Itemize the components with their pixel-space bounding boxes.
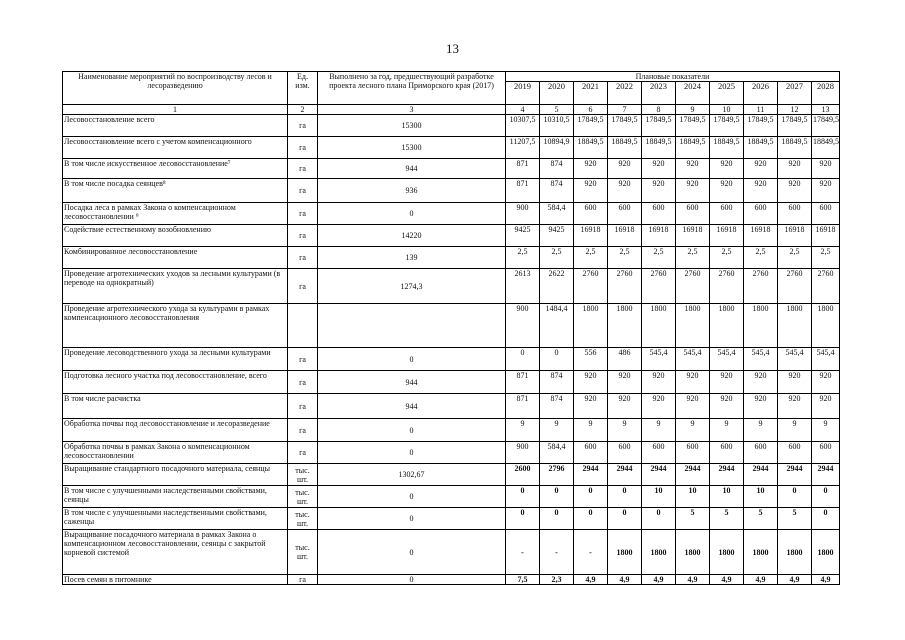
- activity-name: В том числе искусственное лесовосстановление⁷: [63, 159, 288, 179]
- plan-value: 9: [778, 419, 812, 442]
- plan-value: 1800: [778, 304, 812, 348]
- plan-value: 920: [676, 394, 710, 419]
- prev-year-value: 139: [318, 247, 506, 269]
- table-row: [63, 247, 840, 269]
- plan-value: 1800: [710, 530, 744, 575]
- plan-value: 1800: [608, 304, 642, 348]
- plan-value: 1800: [744, 304, 778, 348]
- plan-value: 920: [608, 371, 642, 394]
- plan-value: 871: [506, 371, 540, 394]
- unit-cell: га: [288, 575, 318, 585]
- plan-value: 1800: [812, 304, 840, 348]
- plan-value: 2944: [676, 464, 710, 486]
- plan-value: 4,9: [744, 575, 778, 585]
- plan-value: 2796: [540, 464, 574, 486]
- prev-year-value: 0: [318, 442, 506, 464]
- plan-value: 17849,5: [676, 115, 710, 137]
- plan-value: 16918: [608, 225, 642, 247]
- plan-value: 17849,5: [642, 115, 676, 137]
- activity-name: Подготовка лесного участка под лесовосстановление, всего: [63, 371, 288, 394]
- plan-value: 10307,5: [506, 115, 540, 137]
- plan-value: 1800: [642, 530, 676, 575]
- plan-value: 2760: [812, 269, 840, 304]
- plan-value: 920: [574, 179, 608, 203]
- plan-value: 584,4: [540, 442, 574, 464]
- unit-cell: га: [288, 394, 318, 419]
- unit-cell: га: [288, 269, 318, 304]
- prev-year-value: 944: [318, 394, 506, 419]
- unit-cell: тыс. шт.: [288, 508, 318, 530]
- page-number: 13: [446, 41, 459, 56]
- header-year: 2021: [574, 82, 608, 105]
- prev-year-value: 0: [318, 419, 506, 442]
- plan-value: 0: [812, 508, 840, 530]
- header-year: 2024: [676, 82, 710, 105]
- plan-value: 2,5: [710, 247, 744, 269]
- plan-value: 2760: [710, 269, 744, 304]
- header-year: 2025: [710, 82, 744, 105]
- column-number: 3: [318, 105, 506, 115]
- plan-value: 920: [812, 394, 840, 419]
- table-row: [63, 225, 840, 247]
- prev-year-value: 0: [318, 575, 506, 585]
- plan-value: 18849,5: [778, 137, 812, 159]
- plan-value: 2944: [778, 464, 812, 486]
- header-year: 2027: [778, 82, 812, 105]
- table-row: [63, 269, 840, 304]
- plan-value: 16918: [574, 225, 608, 247]
- plan-value: 920: [642, 159, 676, 179]
- plan-value: 556: [574, 348, 608, 371]
- header-year: 2020: [540, 82, 574, 105]
- plan-value: 600: [642, 203, 676, 225]
- plan-value: 9: [574, 419, 608, 442]
- plan-value: 1800: [676, 304, 710, 348]
- plan-value: 10: [744, 486, 778, 508]
- table-row: [63, 530, 840, 575]
- plan-value: 2,5: [642, 247, 676, 269]
- table-row: [63, 442, 840, 464]
- prev-year-value: 0: [318, 203, 506, 225]
- table-row: [63, 348, 840, 371]
- column-number: 9: [676, 105, 710, 115]
- activity-name: Посев семян в питомнике: [63, 575, 288, 585]
- unit-cell: га: [288, 159, 318, 179]
- plan-value: 920: [608, 159, 642, 179]
- plan-value: 9: [506, 419, 540, 442]
- plan-value: 9: [540, 419, 574, 442]
- column-number: 7: [608, 105, 642, 115]
- activity-name: В том числе посадка сеянцев⁸: [63, 179, 288, 203]
- plan-value: 920: [744, 179, 778, 203]
- plan-value: 17849,5: [608, 115, 642, 137]
- plan-value: 600: [642, 442, 676, 464]
- plan-value: 920: [574, 159, 608, 179]
- plan-value: 11207,5: [506, 137, 540, 159]
- plan-value: 920: [812, 179, 840, 203]
- plan-value: 10: [642, 486, 676, 508]
- plan-value: -: [506, 530, 540, 575]
- plan-value: 5: [710, 508, 744, 530]
- table-row: [63, 394, 840, 419]
- plan-value: 920: [676, 179, 710, 203]
- plan-value: 920: [574, 371, 608, 394]
- plan-value: 2,5: [744, 247, 778, 269]
- unit-cell: га: [288, 442, 318, 464]
- column-number: 2: [288, 105, 318, 115]
- unit-cell: га: [288, 179, 318, 203]
- plan-value: 16918: [642, 225, 676, 247]
- plan-value: 18849,5: [642, 137, 676, 159]
- header-year: 2028: [812, 82, 840, 105]
- plan-value: 0: [540, 348, 574, 371]
- table-row: [63, 115, 840, 137]
- activity-name: Проведение агротехнических уходов за лесными культурами (в переводе на однократный): [63, 269, 288, 304]
- plan-value: 4,9: [574, 575, 608, 585]
- plan-value: 600: [574, 203, 608, 225]
- plan-value: 5: [778, 508, 812, 530]
- prev-year-value: 944: [318, 371, 506, 394]
- plan-value: 920: [710, 179, 744, 203]
- header-year: 2022: [608, 82, 642, 105]
- plan-value: 0: [778, 486, 812, 508]
- plan-value: 17849,5: [812, 115, 840, 137]
- plan-value: 486: [608, 348, 642, 371]
- plan-value: 874: [540, 371, 574, 394]
- plan-value: 16918: [778, 225, 812, 247]
- plan-value: 1800: [778, 530, 812, 575]
- activity-name: Лесовосстановление всего с учетом компенсационного: [63, 137, 288, 159]
- plan-value: 920: [574, 394, 608, 419]
- plan-value: 600: [608, 203, 642, 225]
- unit-cell: тыс. шт.: [288, 486, 318, 508]
- plan-value: 2600: [506, 464, 540, 486]
- plan-value: 584,4: [540, 203, 574, 225]
- plan-value: 871: [506, 394, 540, 419]
- plan-value: -: [540, 530, 574, 575]
- plan-value: 920: [778, 394, 812, 419]
- plan-value: 0: [608, 486, 642, 508]
- plan-value: 900: [506, 203, 540, 225]
- prev-year-value: 0: [318, 348, 506, 371]
- plan-value: 920: [812, 159, 840, 179]
- plan-value: 2,3: [540, 575, 574, 585]
- plan-value: 2944: [812, 464, 840, 486]
- plan-value: 900: [506, 304, 540, 348]
- plan-value: 0: [642, 508, 676, 530]
- column-number: 6: [574, 105, 608, 115]
- plan-value: 10: [676, 486, 710, 508]
- table-row: [63, 575, 840, 585]
- plan-value: 2,5: [778, 247, 812, 269]
- table-row: [63, 371, 840, 394]
- header-year: 2019: [506, 82, 540, 105]
- plan-value: 16918: [812, 225, 840, 247]
- plan-value: 871: [506, 179, 540, 203]
- plan-value: 920: [676, 159, 710, 179]
- header-plan: Плановые показатели: [506, 72, 840, 82]
- plan-value: 545,4: [778, 348, 812, 371]
- unit-cell: га: [288, 225, 318, 247]
- plan-value: 4,9: [710, 575, 744, 585]
- unit-cell: тыс. шт.: [288, 464, 318, 486]
- plan-value: 16918: [676, 225, 710, 247]
- column-number: 10: [710, 105, 744, 115]
- plan-value: 18849,5: [710, 137, 744, 159]
- plan-value: 600: [676, 203, 710, 225]
- plan-value: 0: [574, 508, 608, 530]
- activity-name: Проведение лесоводственного ухода за лесными культурами: [63, 348, 288, 371]
- plan-value: 18849,5: [608, 137, 642, 159]
- plan-value: 545,4: [744, 348, 778, 371]
- table-row: [63, 159, 840, 179]
- plan-value: 600: [676, 442, 710, 464]
- plan-value: 920: [710, 159, 744, 179]
- activity-name: Проведение агротехнического ухода за культурами в рамках компенсационного лесовосстановления: [63, 304, 288, 348]
- plan-value: 9425: [506, 225, 540, 247]
- plan-value: 17849,5: [778, 115, 812, 137]
- prev-year-value: 14220: [318, 225, 506, 247]
- column-number: 13: [812, 105, 840, 115]
- plan-value: 920: [778, 179, 812, 203]
- plan-value: 0: [506, 486, 540, 508]
- unit-cell: га: [288, 203, 318, 225]
- plan-value: 920: [608, 394, 642, 419]
- plan-value: 0: [540, 508, 574, 530]
- plan-value: 18849,5: [574, 137, 608, 159]
- plan-value: 4,9: [812, 575, 840, 585]
- plan-value: 2760: [574, 269, 608, 304]
- plan-value: 600: [744, 203, 778, 225]
- header-year: 2026: [744, 82, 778, 105]
- plan-value: 600: [574, 442, 608, 464]
- prev-year-value: 15300: [318, 115, 506, 137]
- plan-value: 0: [540, 486, 574, 508]
- plan-value: 1800: [812, 530, 840, 575]
- plan-value: 10: [710, 486, 744, 508]
- plan-value: 2760: [744, 269, 778, 304]
- plan-value: 2944: [608, 464, 642, 486]
- plan-value: -: [574, 530, 608, 575]
- plan-value: 2,5: [812, 247, 840, 269]
- plan-value: 17849,5: [574, 115, 608, 137]
- column-number: 12: [778, 105, 812, 115]
- plan-value: 5: [744, 508, 778, 530]
- plan-value: 2613: [506, 269, 540, 304]
- plan-value: 920: [642, 179, 676, 203]
- unit-cell: га: [288, 115, 318, 137]
- unit-cell: [288, 304, 318, 348]
- activity-name: Обработка почвы в рамках Закона о компенсационном лесовосстановлении: [63, 442, 288, 464]
- plan-value: 2,5: [506, 247, 540, 269]
- plan-value: 600: [710, 442, 744, 464]
- activity-name: Содействие естественному возобновлению: [63, 225, 288, 247]
- activity-name: В том числе расчистка: [63, 394, 288, 419]
- plan-value: 2,5: [676, 247, 710, 269]
- plan-value: 9: [608, 419, 642, 442]
- prev-year-value: 15300: [318, 137, 506, 159]
- plan-value: 7,5: [506, 575, 540, 585]
- plan-value: 920: [744, 371, 778, 394]
- plan-value: 1800: [744, 530, 778, 575]
- plan-value: 0: [608, 508, 642, 530]
- column-number: 5: [540, 105, 574, 115]
- unit-cell: тыс. шт.: [288, 530, 318, 575]
- activity-name: Комбинированное лесовосстановление: [63, 247, 288, 269]
- plan-value: 4,9: [778, 575, 812, 585]
- plan-value: 920: [744, 159, 778, 179]
- plan-value: 920: [744, 394, 778, 419]
- plan-value: 920: [778, 371, 812, 394]
- plan-value: 920: [676, 371, 710, 394]
- prev-year-value: 0: [318, 530, 506, 575]
- plan-value: 1800: [608, 530, 642, 575]
- plan-value: 0: [506, 508, 540, 530]
- plan-value: 920: [710, 371, 744, 394]
- table-row: [63, 486, 840, 508]
- table-row: [63, 203, 840, 225]
- column-number: 1: [63, 105, 288, 115]
- header-unit: Ед. изм.: [288, 72, 318, 105]
- plan-value: 9: [812, 419, 840, 442]
- plan-value: 16918: [710, 225, 744, 247]
- prev-year-value: 936: [318, 179, 506, 203]
- activity-name: Выращивание посадочного материала в рамках Закона о компенсационном лесовосстановлении, сеянцы с закрытой корневой системой: [63, 530, 288, 575]
- plan-value: 874: [540, 179, 574, 203]
- plan-value: 900: [506, 442, 540, 464]
- plan-value: 2760: [642, 269, 676, 304]
- plan-value: 17849,5: [744, 115, 778, 137]
- plan-value: 1800: [574, 304, 608, 348]
- table-row: [63, 508, 840, 530]
- plan-value: 545,4: [642, 348, 676, 371]
- header-name: Наименование мероприятий по воспроизводству лесов и лесоразведению: [63, 72, 288, 105]
- unit-cell: га: [288, 419, 318, 442]
- plan-value: 545,4: [812, 348, 840, 371]
- activity-name: Лесовосстановление всего: [63, 115, 288, 137]
- plan-value: 600: [812, 203, 840, 225]
- plan-value: 18849,5: [676, 137, 710, 159]
- activity-name: Обработка почвы под лесовосстановление и лесоразведение: [63, 419, 288, 442]
- plan-value: 2,5: [574, 247, 608, 269]
- plan-value: 2760: [676, 269, 710, 304]
- activity-name: В том числе с улучшенными наследственными свойствами, саженцы: [63, 508, 288, 530]
- plan-value: 1800: [676, 530, 710, 575]
- plan-value: 2760: [778, 269, 812, 304]
- plan-value: 1800: [710, 304, 744, 348]
- plan-value: 9: [676, 419, 710, 442]
- plan-value: 920: [710, 394, 744, 419]
- prev-year-value: 1302,67: [318, 464, 506, 486]
- plan-value: 2622: [540, 269, 574, 304]
- plan-value: 0: [574, 486, 608, 508]
- plan-value: 4,9: [642, 575, 676, 585]
- plan-value: 2944: [642, 464, 676, 486]
- plan-value: 920: [642, 371, 676, 394]
- activity-name: Посадка леса в рамках Закона о компенсационном лесовосстановлении ⁹: [63, 203, 288, 225]
- plan-value: 874: [540, 159, 574, 179]
- prev-year-value: 0: [318, 508, 506, 530]
- plan-value: 600: [744, 442, 778, 464]
- activity-name: В том числе с улучшенными наследственными свойствами, сеянцы: [63, 486, 288, 508]
- plan-value: 920: [812, 371, 840, 394]
- plan-value: 18849,5: [744, 137, 778, 159]
- unit-cell: га: [288, 371, 318, 394]
- plan-value: 18849,5: [812, 137, 840, 159]
- plan-value: 600: [710, 203, 744, 225]
- plan-value: 2760: [608, 269, 642, 304]
- table-row: [63, 137, 840, 159]
- prev-year-value: 0: [318, 486, 506, 508]
- plan-value: 9425: [540, 225, 574, 247]
- plan-value: 2,5: [540, 247, 574, 269]
- plan-value: 9: [642, 419, 676, 442]
- unit-cell: га: [288, 348, 318, 371]
- plan-value: 2944: [710, 464, 744, 486]
- unit-cell: га: [288, 137, 318, 159]
- column-number: 8: [642, 105, 676, 115]
- plan-value: 0: [506, 348, 540, 371]
- unit-cell: га: [288, 247, 318, 269]
- column-number: 4: [506, 105, 540, 115]
- plan-value: 920: [608, 179, 642, 203]
- plan-value: 600: [778, 203, 812, 225]
- plan-value: 2944: [574, 464, 608, 486]
- plan-value: 2944: [744, 464, 778, 486]
- plan-value: 600: [608, 442, 642, 464]
- forest-plan-table: [62, 71, 840, 585]
- plan-value: 920: [642, 394, 676, 419]
- column-number: 11: [744, 105, 778, 115]
- plan-value: 9: [710, 419, 744, 442]
- plan-value: 4,9: [676, 575, 710, 585]
- plan-value: 16918: [744, 225, 778, 247]
- plan-value: 17849,5: [710, 115, 744, 137]
- plan-value: 1800: [642, 304, 676, 348]
- table-row: [63, 304, 840, 348]
- plan-value: 600: [778, 442, 812, 464]
- plan-value: 2,5: [608, 247, 642, 269]
- plan-value: 545,4: [710, 348, 744, 371]
- plan-value: 4,9: [608, 575, 642, 585]
- plan-value: 874: [540, 394, 574, 419]
- plan-value: 600: [812, 442, 840, 464]
- plan-value: 9: [744, 419, 778, 442]
- plan-value: 920: [778, 159, 812, 179]
- prev-year-value: [318, 304, 506, 348]
- table-row: [63, 419, 840, 442]
- plan-value: 871: [506, 159, 540, 179]
- plan-value: 10310,5: [540, 115, 574, 137]
- table-row: [63, 179, 840, 203]
- header-prev: Выполнено за год, предшествующий разработке проекта лесного плана Приморского края (2017): [318, 72, 506, 105]
- plan-value: 10894,9: [540, 137, 574, 159]
- plan-value: 0: [812, 486, 840, 508]
- prev-year-value: 1274,3: [318, 269, 506, 304]
- activity-name: Выращивание стандартного посадочного материала, сеянцы: [63, 464, 288, 486]
- table-row: [63, 464, 840, 486]
- plan-value: 1484,4: [540, 304, 574, 348]
- plan-value: 5: [676, 508, 710, 530]
- plan-value: 545,4: [676, 348, 710, 371]
- header-year: 2023: [642, 82, 676, 105]
- prev-year-value: 944: [318, 159, 506, 179]
